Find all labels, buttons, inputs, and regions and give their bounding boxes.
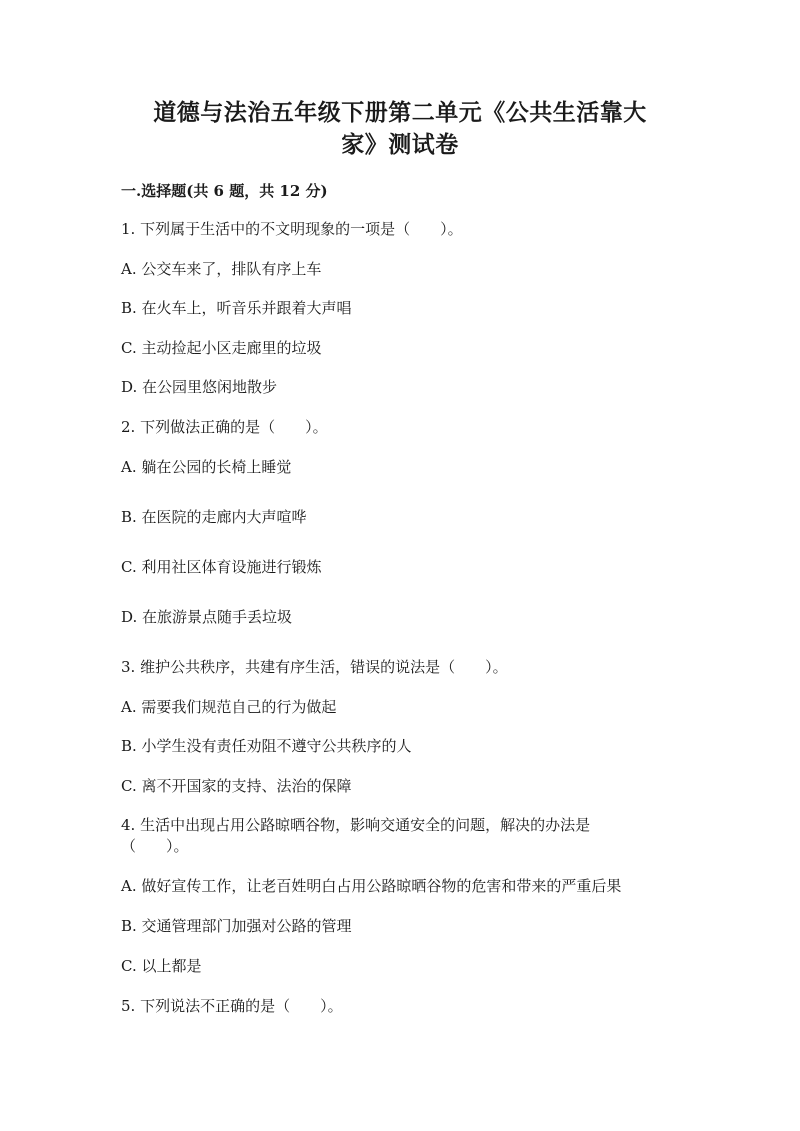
document-title-line-2: 家》测试卷 (341, 131, 459, 158)
question-1-option-c: C. 主动捡起小区走廊里的垃圾 (121, 339, 322, 357)
question-2-option-a: A. 躺在公园的长椅上睡觉 (121, 458, 292, 476)
question-2-option-d: D. 在旅游景点随手丢垃圾 (121, 608, 293, 626)
question-2-option-b: B. 在医院的走廊内大声喧哗 (121, 508, 307, 526)
question-1-stem: 1. 下列属于生活中的不文明现象的一项是（ ）。 (121, 220, 463, 238)
question-1-option-a: A. 公交车来了，排队有序上车 (121, 260, 322, 278)
question-1-option-b: B. 在火车上，听音乐并跟着大声唱 (121, 299, 352, 317)
question-3-option-c: C. 离不开国家的支持、法治的保障 (121, 777, 352, 795)
question-4-stem: 4. 生活中出现占用公路晾晒谷物，影响交通安全的问题，解决的办法是 (121, 816, 591, 834)
question-5-stem: 5. 下列说法不正确的是（ ）。 (121, 997, 343, 1015)
question-3-option-a: A. 需要我们规范自己的行为做起 (121, 698, 337, 716)
question-2-stem: 2. 下列做法正确的是（ ）。 (121, 418, 328, 436)
question-3-stem: 3. 维护公共秩序，共建有序生活，错误的说法是（ ）。 (121, 658, 508, 676)
question-4-option-b: B. 交通管理部门加强对公路的管理 (121, 917, 352, 935)
document-title-line-1: 道德与法治五年级下册第二单元《公共生活靠大 (153, 99, 647, 126)
question-4-option-c: C. 以上都是 (121, 957, 202, 975)
question-3-option-b: B. 小学生没有责任劝阻不遵守公共秩序的人 (121, 737, 412, 755)
section-heading: 一.选择题(共 6 题，共 12 分) (121, 182, 328, 200)
question-1-option-d: D. 在公园里悠闲地散步 (121, 378, 278, 396)
question-4-option-a: A. 做好宣传工作，让老百姓明白占用公路晾晒谷物的危害和带来的严重后果 (121, 877, 622, 895)
question-4-stem-continued: （ ）。 (121, 837, 189, 855)
question-2-option-c: C. 利用社区体育设施进行锻炼 (121, 558, 322, 576)
